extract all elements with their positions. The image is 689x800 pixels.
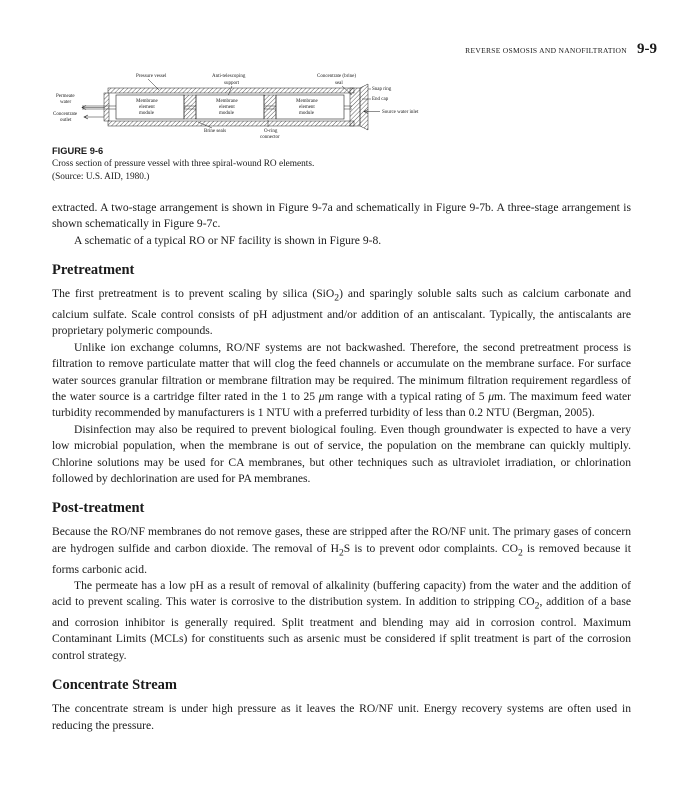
element-1-line2: element <box>139 105 155 110</box>
source-water-arrow <box>364 110 380 114</box>
element-3-line1: Membrane <box>296 99 318 104</box>
intro-paragraph-1: extracted. A two-stage arrangement is shown in Figure 9-7a and schematically in Figure 9-7b. A three-stage arrangement is shown schematically in Figure 9-7c. <box>52 201 631 231</box>
post-treatment-paragraph-1: Because the RO/NF membranes do not remove gases, these are stripped after the RO/NF unit. The primary gases of concern are hydrogen sulfide and carbon dioxide. The removal of $H_2S$ is to prevent odor complaints. $CO_2$ is removed because it forms carbonic acid. <box>52 525 631 576</box>
label-anti-telescoping-support: support <box>224 81 239 86</box>
pressure-vessel-diagram <box>52 62 452 154</box>
heading-post-treatment: Post-treatment <box>52 500 145 517</box>
concentrate-arrow <box>84 115 104 119</box>
label-o-ring-connector: connector <box>260 135 280 140</box>
figure-caption-title: FIGURE 9-6 <box>52 146 104 156</box>
label-pressure-vessel: Pressure vessel <box>136 74 167 79</box>
figure-caption <box>52 145 612 184</box>
label-concentrate-seal: Concentrate (brine) <box>317 74 357 79</box>
figure-pressure-vessel <box>52 62 452 154</box>
figure-caption-text: Cross section of pressure vessel with three spiral-wound RO elements. <box>52 159 315 169</box>
label-brine-seals: Brine seals <box>204 129 227 134</box>
element-3-line3: module <box>299 111 314 116</box>
pretreatment-paragraph-2: Unlike ion exchange columns, RO/NF systems are not backwashed. Therefore, the second pretreatment process is filtration to remove particulate matter that will clog the feed channels or accumulate on the membrane surface. For surface water sources granular filtration or membrane filtration may be required. The minimum filtration requirement regardless of the water source is a cartridge filter rated in the 1 to 25 μm range with a typical rating of 5 μm. The maximum feed water turbidity recommended by manufacturers is 1 NTU with a preferred turbidity of less than 0.2 NTU (Bergman, 2005). <box>52 340 631 420</box>
intro-paragraph-2: A schematic of a typical RO or NF facility is shown in Figure 9-8. <box>74 233 382 247</box>
vessel-top-wall <box>108 88 354 93</box>
element-1-line1: Membrane <box>136 99 158 104</box>
label-concentrate-outlet-2: outlet <box>60 118 72 123</box>
heading-concentrate-stream: Concentrate Stream <box>52 677 177 694</box>
page-number: 9-9 <box>637 41 657 57</box>
element-2-line1: Membrane <box>216 99 238 104</box>
connector-2 <box>264 95 276 119</box>
running-header <box>465 41 657 58</box>
snap-ring-shape <box>360 84 368 130</box>
figure-caption-source: (Source: U.S. AID, 1980.) <box>52 172 150 182</box>
right-end-cap <box>350 88 360 126</box>
label-permeate-water: water <box>60 100 72 105</box>
vessel-bottom-wall <box>108 121 354 126</box>
label-o-ring: O-ring <box>264 129 278 134</box>
element-2-line3: module <box>219 111 234 116</box>
element-1-line3: module <box>139 111 154 116</box>
label-anti-telescoping: Anti-telescoping <box>212 74 246 79</box>
element-2-line2: element <box>219 105 235 110</box>
label-source-water-inlet: Source water inlet <box>382 110 419 115</box>
element-3-line2: element <box>299 105 315 110</box>
label-permeate: Permeate <box>56 94 75 99</box>
pretreatment-paragraph-3: Disinfection may also be required to prevent biological fouling. Even though groundwater is expected to have a very low microbial population, when the membrane is out of service, the population on the membrane can quickly multiply. Chlorine solutions may be used for CA membranes, but other techniques such as ultraviolet irradiation, or chlorination followed by dechlorination are used for PA membranes. <box>52 422 631 485</box>
label-concentrate-seal-2: seal <box>335 81 343 86</box>
heading-pretreatment: Pretreatment <box>52 262 135 279</box>
connector-1 <box>184 95 196 119</box>
label-concentrate-outlet: Concentrate <box>53 112 78 117</box>
pretreatment-paragraph-1: The first pretreatment is to prevent scaling by silica (SiO$_2$) and sparingly soluble salts such as calcium carbonate and calcium sulfate. Scale control consists of pH adjustment and/or addition of an antiscalant. Typically, the antiscalants are proprietary polymeric compounds. <box>52 287 632 338</box>
left-end-cap <box>104 93 109 121</box>
running-title: REVERSE OSMOSIS AND NANOFILTRATION <box>465 46 627 55</box>
concentrate-paragraph-1: The concentrate stream is under high pressure as it leaves the RO/NF unit. Energy recovery systems are often used in reducing the pressure. <box>52 702 631 732</box>
body-text <box>52 200 631 734</box>
post-treatment-paragraph-2: The permeate has a low pH as a result of removal of alkalinity (buffering capacity) from the water and the addition of acid to prevent scaling. This water is corrosive to the distribution system. In addition to stripping $CO_2$, addition of a base and corrosion inhibitor is generally required. Split treatment and blending may aid in corrosion control. Maximum Contaminant Limits (MCLs) for constituents such as arsenic must be considered if split treatment is part of the corrosion control strategy. <box>52 578 631 662</box>
label-snap-ring: Snap ring <box>372 87 392 92</box>
label-end-cap: End cap <box>372 97 389 102</box>
